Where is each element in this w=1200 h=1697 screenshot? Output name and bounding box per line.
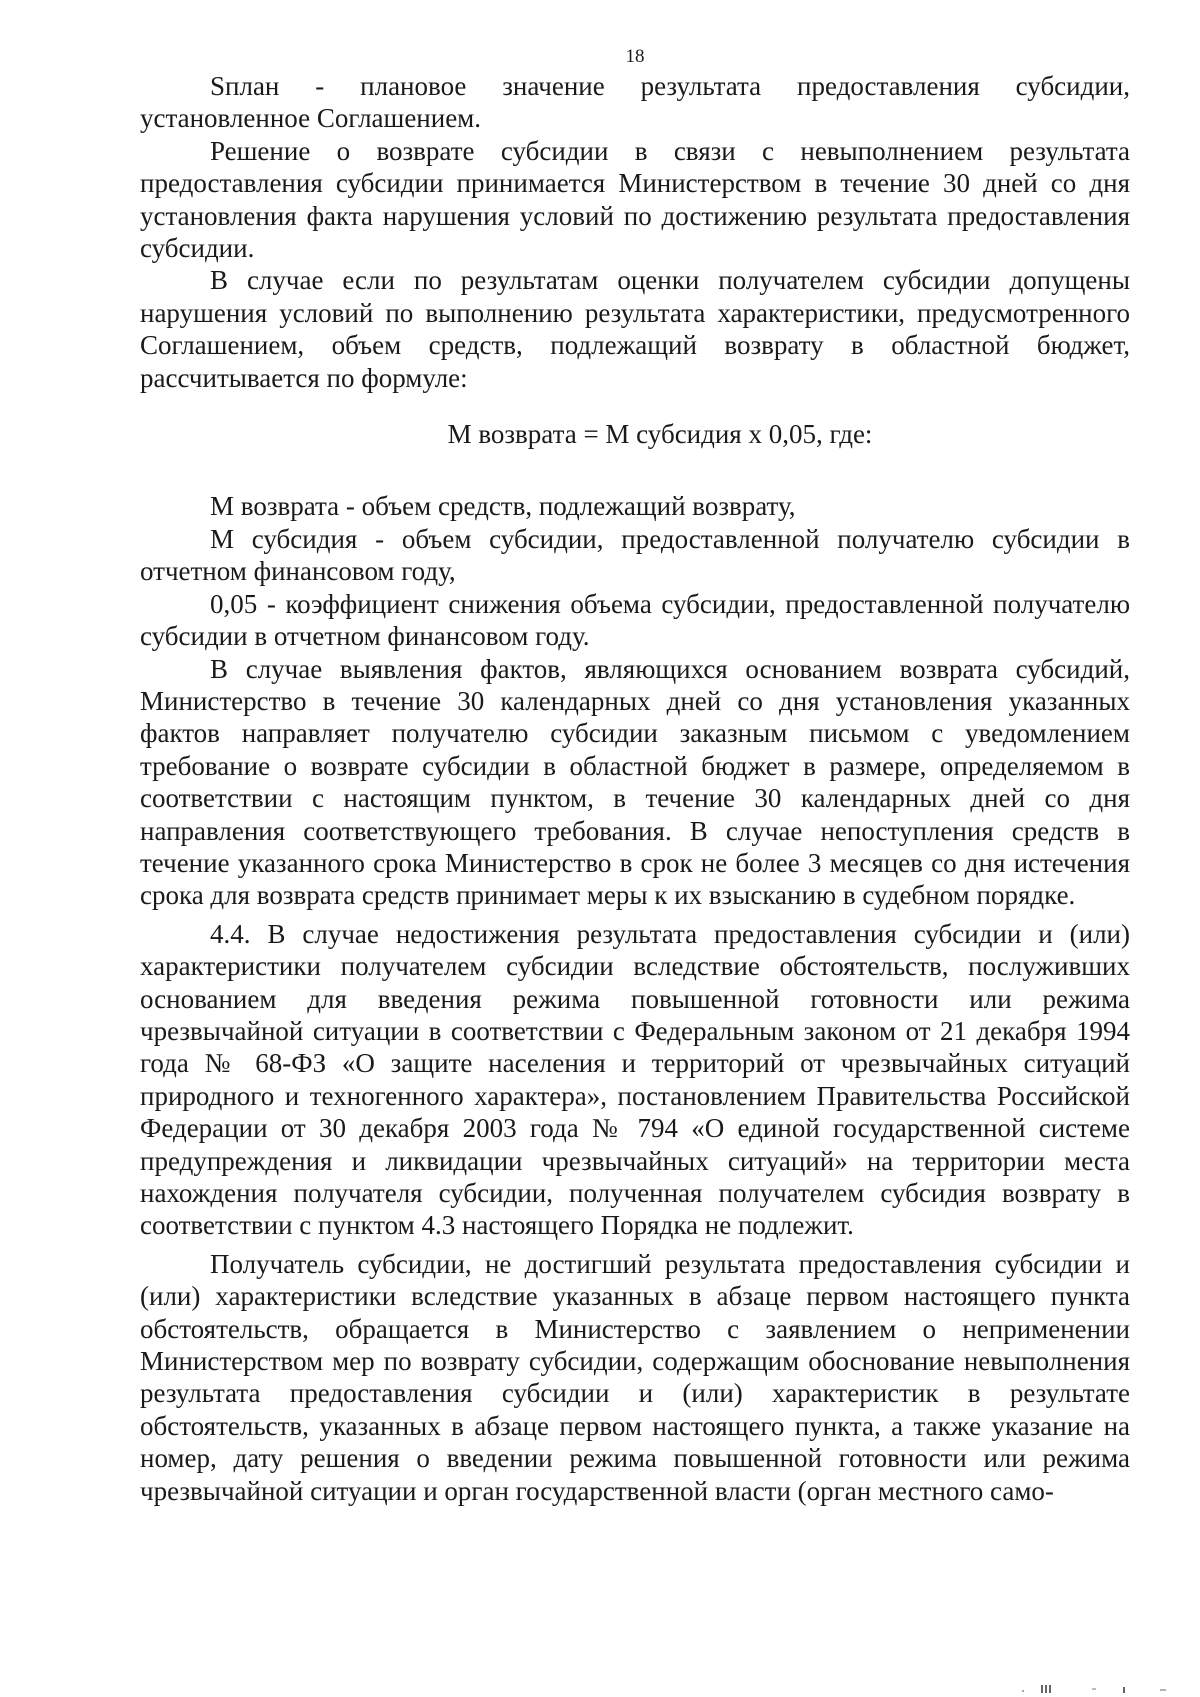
paragraph-splan-definition: Sплан - плановое значение результата предоставления субсидии, установленное Соглашением. <box>140 71 1130 134</box>
paragraph-violation-formula-intro: В случае если по результатам оценки получателем субсидии допущены нарушения условий по выполнению результата характеристики, предусмотренного Соглашением, объем средств, подлежащий возврату в областной бюджет, рассчитывается по формуле: <box>140 265 1130 393</box>
paragraph-return-requirement: В случае выявления фактов, являющихся основанием возврата субсидий, Министерство в течение 30 календарных дней со дня установления указанных фактов направляет получателю субсидии заказным письмом с уведомлением требование о возврате субсидии в областной бюджет в размере, определяемом в соответствии с настоящим пунктом, в течение 30 календарных дней со дня направления соответствующего требования. В случае непоступления средств в течение указанного срока Министерство в срок не более 3 месяцев со дня истечения срока для возврата средств принимает меры к их взысканию в судебном порядке. <box>140 653 1130 911</box>
document-body <box>140 70 1130 1507</box>
scan-artifact-marks <box>1020 1679 1180 1693</box>
page-number: 18 <box>625 46 645 67</box>
paragraph-m-subsidy-definition: М субсидия - объем субсидии, предоставленной получателю субсидии в отчетном финансовом году, <box>140 523 1130 587</box>
paragraph-recipient-application: Получатель субсидии, не достигший результата предоставления субсидии и (или) характеристики вследствие указанных в абзаце первом настоящего пункта обстоятельств, обращается в Министерство с заявлением о неприменении Министерством мер по возврату субсидии, содержащим обоснование невыполнения результата предоставления субсидии и (или) характеристик в результате обстоятельств, указанных в абзаце первом настоящего пункта, а также указание на номер, дату решения о введении режима повышенной готовности или режима чрезвычайной ситуации и орган государственной власти (орган местного само- <box>140 1248 1130 1506</box>
paragraph-m-return-definition: М возврата - объем средств, подлежащий возврату, <box>210 491 796 522</box>
paragraph-section-4-4: 4.4. В случае недостижения результата предоставления субсидии и (или) характеристики получателем субсидии вследствие обстоятельств, послуживших основанием для введения режима повышенной готовности или режима чрезвычайной ситуации в соответствии с Федеральным законом от 21 декабря 1994 года № 68-ФЗ «О защите населения и территорий от чрезвычайных ситуаций природного и техногенного характера», постановлением Правительства Российской Федерации от 30 декабря 2003 года № 794 «О единой государственной системе предупреждения и ликвидации чрезвычайных ситуаций» на территории места нахождения получателя субсидии, полученная получателем субсидия возврату в соответствии с пунктом 4.3 настоящего Порядка не подлежит. <box>140 918 1130 1241</box>
paragraph-return-decision: Решение о возврате субсидии в связи с невыполнением результата предоставления субсидии принимается Министерством в течение 30 дней со дня установления факта нарушения условий по достижению результата предоставления субсидии. <box>140 135 1130 264</box>
paragraph-coefficient-definition: 0,05 - коэффициент снижения объема субсидии, предоставленной получателю субсидии в отчетном финансовом году. <box>140 588 1130 652</box>
return-formula: М возврата = М субсидия х 0,05, где: <box>447 419 873 450</box>
